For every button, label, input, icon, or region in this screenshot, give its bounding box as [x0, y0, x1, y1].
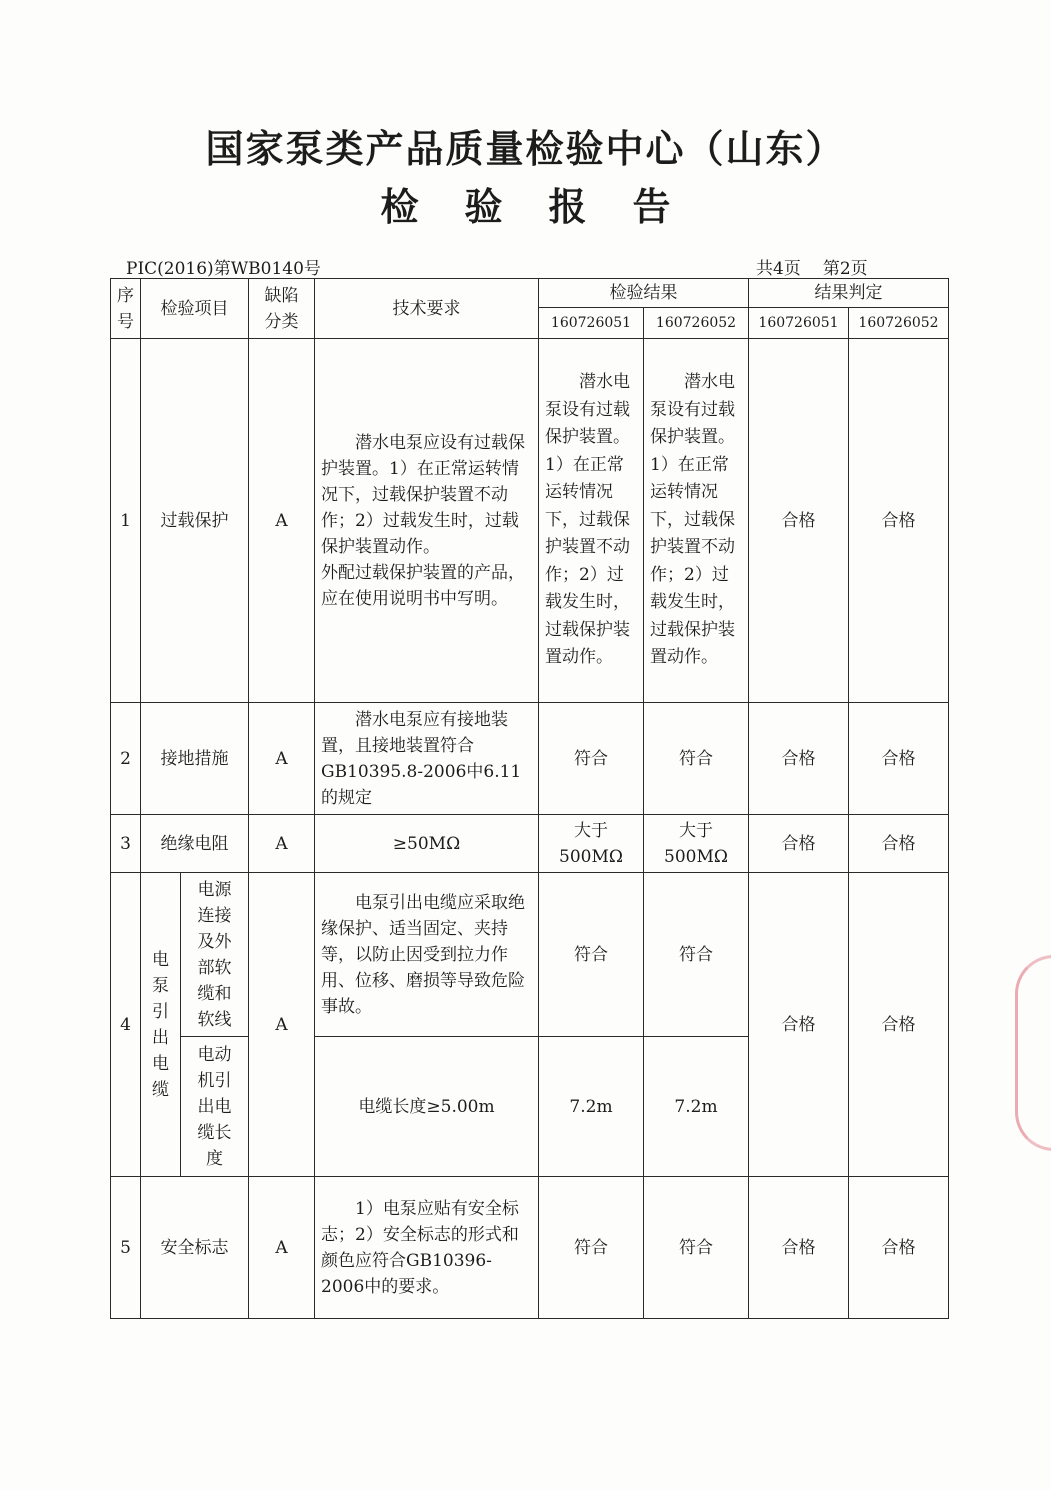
total-pages: 共4页	[756, 259, 801, 279]
row-tech: ≥50MΩ	[315, 815, 539, 873]
table-row	[111, 815, 949, 873]
table-header-row	[111, 279, 949, 308]
row-subitem: 电源连接及外部软缆和软线	[181, 873, 249, 1037]
row-seq: 2	[111, 703, 141, 815]
row-item: 电泵引出电缆	[141, 873, 181, 1177]
partial-seal-stamp	[1015, 955, 1051, 1151]
row-judge-2: 合格	[849, 1177, 949, 1319]
report-number: PIC(2016)第WB0140号	[126, 259, 321, 279]
row-seq: 1	[111, 339, 141, 703]
row-result-2: 大于500MΩ	[644, 815, 749, 873]
inspection-table	[110, 278, 949, 1319]
result-sample-1: 160726051	[539, 308, 644, 339]
row-defect: A	[249, 703, 315, 815]
row-judge-1: 合格	[749, 339, 849, 703]
row-result-2: 潜水电泵设有过载保护装置。1）在正常运转情况下，过载保护装置不动作；2）过载发生时，过载保护装置动作。	[644, 339, 749, 703]
row-item: 安全标志	[141, 1177, 249, 1319]
row-defect: A	[249, 873, 315, 1177]
row-item: 接地措施	[141, 703, 249, 815]
row-result-1: 7.2m	[539, 1037, 644, 1177]
row-tech: 1）电泵应贴有安全标志；2）安全标志的形式和颜色应符合GB10396-2006中的要求。	[315, 1177, 539, 1319]
row-result-2: 7.2m	[644, 1037, 749, 1177]
judge-sample-2: 160726052	[849, 308, 949, 339]
judge-sample-1: 160726051	[749, 308, 849, 339]
row-judge-1: 合格	[749, 703, 849, 815]
row-judge-2: 合格	[849, 703, 949, 815]
row-seq: 3	[111, 815, 141, 873]
row-result-2: 符合	[644, 873, 749, 1037]
row-result-2: 符合	[644, 1177, 749, 1319]
header-judgement: 结果判定	[749, 279, 949, 308]
row-result-1: 潜水电泵设有过载保护装置。1）在正常运转情况下，过载保护装置不动作；2）过载发生时，过载保护装置动作。	[539, 339, 644, 703]
report-title: 检验报告	[380, 185, 717, 229]
header-result: 检验结果	[539, 279, 749, 308]
row-result-1: 大于500MΩ	[539, 815, 644, 873]
row-defect: A	[249, 815, 315, 873]
row-judge-1: 合格	[749, 1177, 849, 1319]
row-seq: 5	[111, 1177, 141, 1319]
header-item: 检验项目	[141, 279, 249, 339]
row-judge-2: 合格	[849, 339, 949, 703]
table-row	[111, 339, 949, 703]
row-tech: 电泵引出电缆应采取绝缘保护、适当固定、夹持等，以防止因受到拉力作用、位移、磨损等导致危险事故。	[315, 873, 539, 1037]
row-item: 过载保护	[141, 339, 249, 703]
current-page: 第2页	[822, 259, 868, 279]
header-tech: 技术要求	[315, 279, 539, 339]
row-defect: A	[249, 1177, 315, 1319]
row-item: 绝缘电阻	[141, 815, 249, 873]
header-defect: 缺陷分类	[249, 279, 315, 339]
row-subitem: 电动机引出电缆长度	[181, 1037, 249, 1177]
row-result-1: 符合	[539, 703, 644, 815]
row-tech: 电缆长度≥5.00m	[315, 1037, 539, 1177]
result-sample-2: 160726052	[644, 308, 749, 339]
page-indicator	[756, 254, 868, 279]
row-result-1: 符合	[539, 873, 644, 1037]
row-seq: 4	[111, 873, 141, 1177]
report-org-title: 国家泵类产品质量检验中心（山东）	[205, 127, 846, 171]
row-judge-2: 合格	[849, 873, 949, 1177]
table-row	[111, 1177, 949, 1319]
row-judge-1: 合格	[749, 815, 849, 873]
row-defect: A	[249, 339, 315, 703]
row-judge-1: 合格	[749, 873, 849, 1177]
row-result-2: 符合	[644, 703, 749, 815]
row-tech: 潜水电泵应有接地装置，且接地装置符合GB10395.8-2006中6.11的规定	[315, 703, 539, 815]
table-row	[111, 703, 949, 815]
row-result-1: 符合	[539, 1177, 644, 1319]
row-tech: 潜水电泵应设有过载保护装置。1）在正常运转情况下，过载保护装置不动作；2）过载发生时，过载保护装置动作。 外配过载保护装置的产品，应在使用说明书中写明。	[315, 339, 539, 703]
table-row	[111, 873, 949, 1037]
header-seq: 序号	[111, 279, 141, 339]
row-judge-2: 合格	[849, 815, 949, 873]
